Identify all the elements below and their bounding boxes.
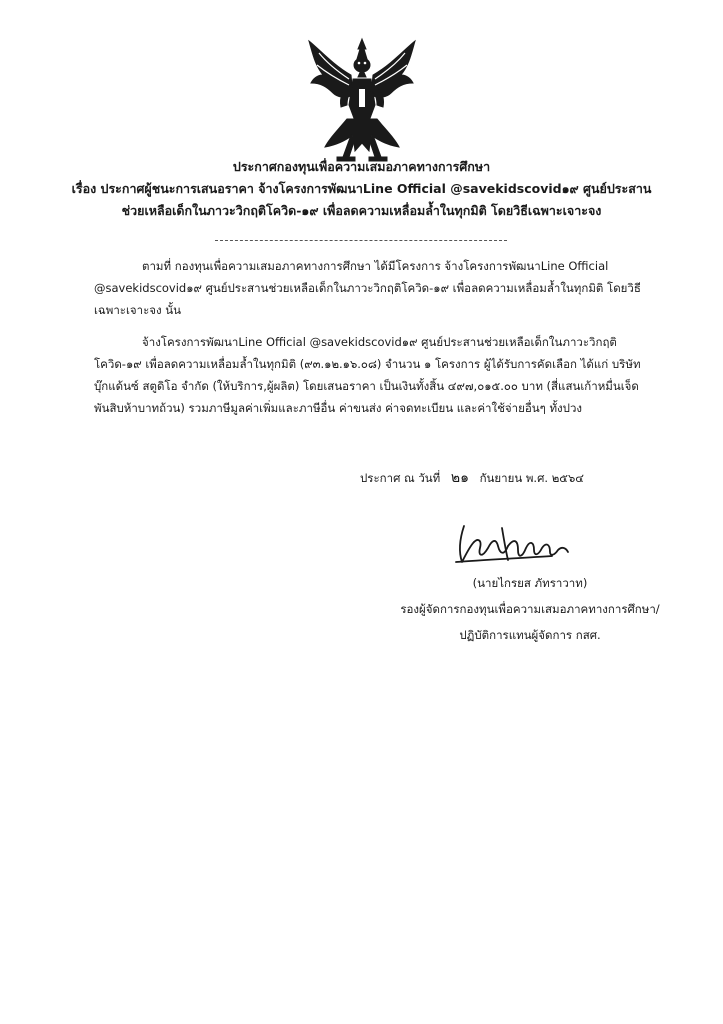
- signatory-acting: ปฏิบัติการแทนผู้จัดการ กสศ.: [459, 628, 601, 642]
- paragraph-1-line-1: ตามที่ กองทุนเพื่อความเสมอภาคทางการศึกษา ได้มีโครงการ จ้างโครงการพัฒนาLine Official: [142, 259, 609, 273]
- paragraph-2-line-1: จ้างโครงการพัฒนาLine Official @savekidscovid๑๙ ศูนย์ประสานช่วยเหลือเด็กในภาวะวิกฤติ: [142, 335, 617, 349]
- paragraph-1-line-2: @savekidscovid๑๙ ศูนย์ประสานช่วยเหลือเด็กในภาวะวิกฤติโควิด-๑๙ เพื่อลดความเหลื่อมล้ำในทุกมิติ โดยวิธี: [94, 281, 641, 295]
- paragraph-2-line-3: บุ๊กแด้นซ์ สตูดิโอ จำกัด (ให้บริการ,ผู้ผลิต) โดยเสนอราคา เป็นเงินทั้งสิ้น ๔๙๗,๐๑๕.๐๐ บาท (สี่แสนเก้าหมื่นเจ็ด: [94, 379, 639, 393]
- title-line-2: เรื่อง ประกาศผู้ชนะการเสนอราคา จ้างโครงการพัฒนาLine Official @savekidscovid๑๙ ศูนย์ประสาน: [71, 181, 652, 196]
- title-line-3: ช่วยเหลือเด็กในภาวะวิกฤติโควิด-๑๙ เพื่อลดความเหลื่อมล้ำในทุกมิติ โดยวิธีเฉพาะเจาะจง: [121, 203, 602, 218]
- announcement-date: [360, 467, 584, 489]
- dashed-divider: [215, 240, 507, 241]
- title-line-1: ประกาศกองทุนเพื่อความเสมอภาคทางการศึกษา: [232, 159, 491, 174]
- paragraph-2-line-2: โควิด-๑๙ เพื่อลดความเหลื่อมล้ำในทุกมิติ (๙๓.๑๒.๑๖.๐๘) จำนวน ๑ โครงการ ผู้ได้รับการคัดเลือก ได้แก่ บริษัท: [94, 357, 641, 371]
- paragraph-2: [94, 331, 642, 419]
- handwritten-signature-icon: [452, 518, 572, 570]
- signatory-name: (นายไกรยส ภัทราวาท): [472, 576, 588, 590]
- signatory-block: [365, 570, 695, 648]
- paragraph-1: [94, 255, 642, 321]
- garuda-emblem-icon: [303, 35, 421, 163]
- date-suffix: กันยายน พ.ศ. ๒๕๖๔: [479, 471, 584, 485]
- announcement-title: [60, 156, 663, 222]
- date-day-handwritten: ๒๑: [450, 470, 469, 486]
- paragraph-2-line-4: พันสิบห้าบาทถ้วน) รวมภาษีมูลค่าเพิ่มและภาษีอื่น ค่าขนส่ง ค่าจดทะเบียน และค่าใช้จ่ายอื่นๆ ทั้งปวง: [94, 401, 583, 415]
- paragraph-1-line-3: เฉพาะเจาะจง นั้น: [94, 303, 182, 317]
- signatory-title: รองผู้จัดการกองทุนเพื่อความเสมอภาคทางการศึกษา/: [400, 602, 660, 616]
- date-prefix: ประกาศ ณ วันที่: [360, 471, 441, 485]
